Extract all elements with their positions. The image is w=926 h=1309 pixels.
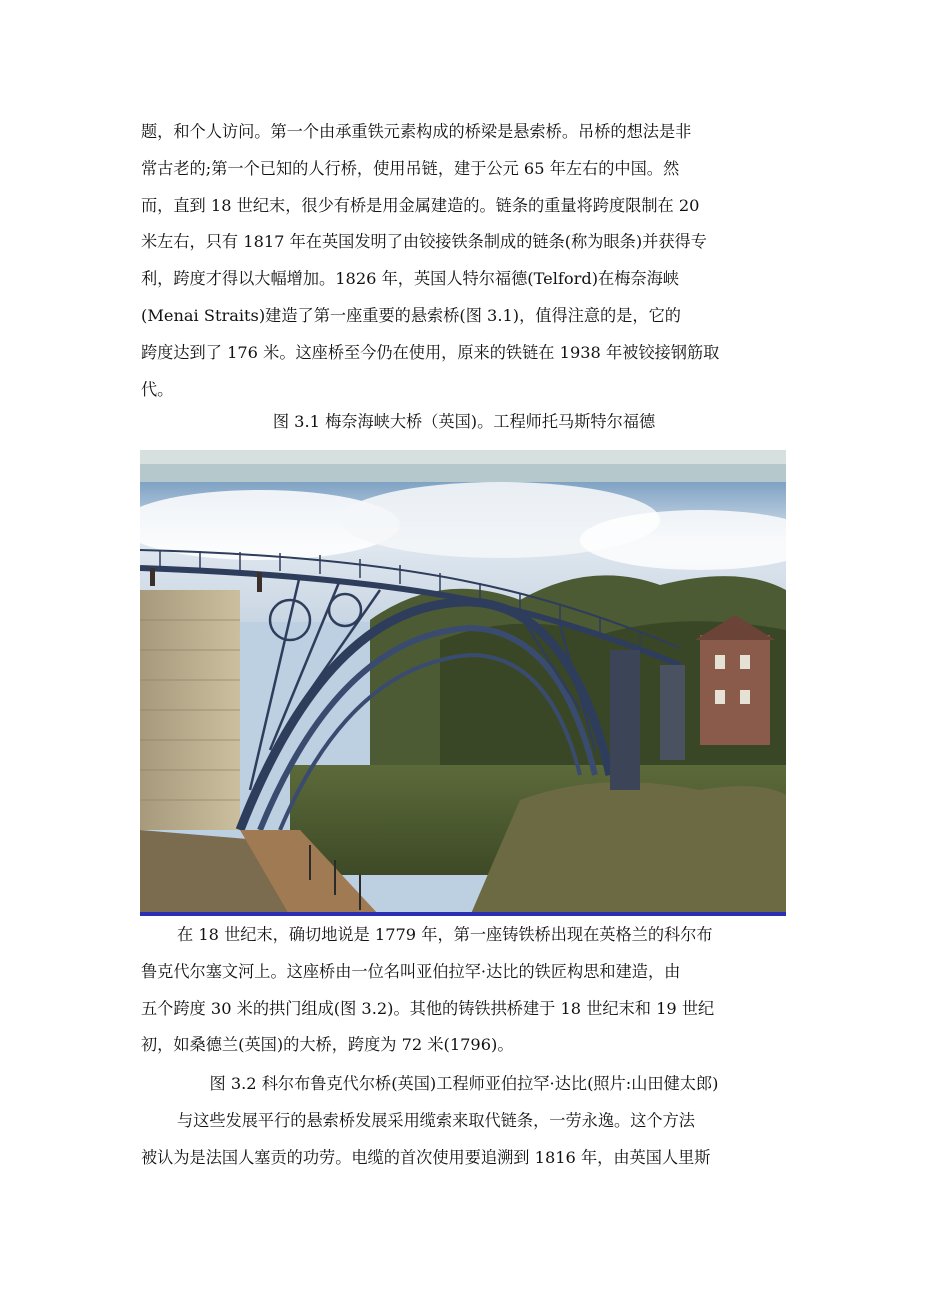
- text-line: (Menai Straits)建造了第一座重要的悬索桥(图 3.1)，值得注意的是，它的: [141, 305, 681, 325]
- paragraph-2: [141, 917, 787, 1064]
- text-line: 常古老的;第一个已知的人行桥，使用吊链，建于公元 65 年左右的中国。然: [141, 158, 680, 178]
- paragraph-3: [141, 1103, 787, 1177]
- text-line: 被认为是法国人塞贡的功劳。电缆的首次使用要追溯到 1816 年，由英国人里斯: [141, 1147, 711, 1167]
- text-line: 代。: [141, 379, 174, 399]
- text-line: 跨度达到了 176 米。这座桥至今仍在使用，原来的铁链在 1938 年被铰接钢筋取: [141, 342, 720, 362]
- paragraph-1: [141, 114, 787, 408]
- figure-1-caption: 图 3.1 梅奈海峡大桥（英国)。工程师托马斯特尔福德: [272, 412, 656, 431]
- text-line: 与这些发展平行的悬索桥发展采用缆索来取代链条，一劳永逸。这个方法: [177, 1111, 695, 1130]
- figure-2-caption: 图 3.2 科尔布鲁克代尔桥(英国)工程师亚伯拉罕·达比(照片:山田健太郎): [209, 1074, 719, 1093]
- text-line: 初，如桑德兰(英国)的大桥，跨度为 72 米(1796)。: [141, 1035, 514, 1055]
- text-line: 利，跨度才得以大幅增加。1826 年，英国人特尔福德(Telford)在梅奈海峡: [141, 269, 679, 289]
- bridge-photo: [140, 450, 786, 916]
- text-line: 在 18 世纪末，确切地说是 1779 年，第一座铸铁桥出现在英格兰的科尔布: [177, 925, 713, 944]
- text-line: 鲁克代尔塞文河上。这座桥由一位名叫亚伯拉罕·达比的铁匠构思和建造，由: [141, 961, 681, 981]
- text-line: 五个跨度 30 米的拱门组成(图 3.2)。其他的铸铁拱桥建于 18 世纪末和 19 世纪: [141, 998, 715, 1018]
- text-line: 题，和个人访问。第一个由承重铁元素构成的桥梁是悬索桥。吊桥的想法是非: [141, 122, 692, 141]
- text-line: 而，直到 18 世纪末，很少有桥是用金属建造的。链条的重量将跨度限制在 20: [141, 195, 700, 215]
- text-line: 米左右，只有 1817 年在英国发明了由铰接铁条制成的链条(称为眼条)并获得专: [141, 232, 707, 252]
